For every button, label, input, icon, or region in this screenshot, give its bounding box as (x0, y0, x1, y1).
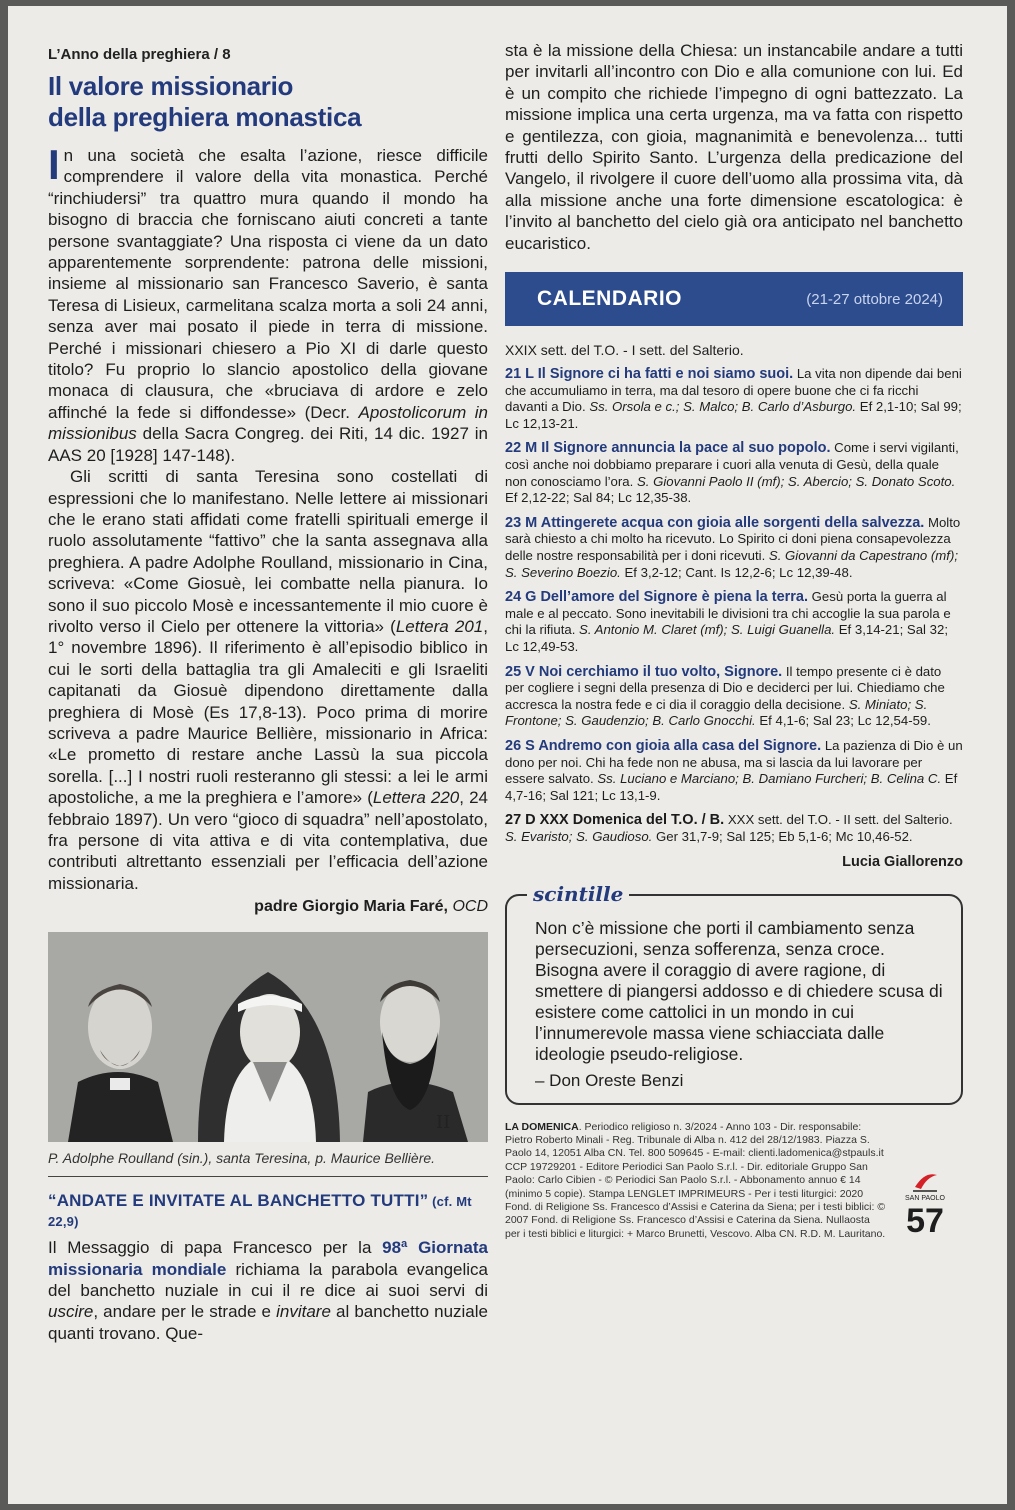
page-number: 57 (906, 1202, 944, 1241)
quote-box (505, 881, 963, 1105)
calendar-entry: 27 D XXX Domenica del T.O. / B. XXX sett. del T.O. - II sett. del Salterio. S. Evaristo; S. Gaudioso. Ger 31,7-9; Sal 125; Eb 5,1-6; Mc 10,46-52. (505, 812, 953, 844)
calendar-entry: 26 S Andremo con gioia alla casa del Signore. La pazienza di Dio è un dono per noi. Chi ha fede non ne abusa, ma si lascia da lui lavorare per essere salvato. Ss. Luciano e Marciano; B. Damiano Furcheri; B. Celina C. Ef 4,7-16; Sal 121; Lc 13,1-9. (505, 737, 963, 803)
magazine-page (8, 6, 1007, 1504)
article-kicker: L’Anno della preghiera / 8 (48, 46, 231, 63)
title-line-2: della preghiera monastica (48, 102, 362, 132)
colophon-footer (505, 1121, 963, 1242)
article-title (48, 71, 488, 133)
calendar-entries (505, 366, 963, 845)
left-column (48, 46, 488, 1344)
calendar-title: CALENDARIO (537, 287, 682, 311)
calendar-entry: 22 M Il Signore annuncia la pace al suo popolo. Come i servi vigilanti, così anche noi dobbiamo preparare i cuori alla venuta di Gesù, della quale non conosciamo l’ora. S. Giovanni Paolo II (mf); S. Abercio; S. Donato Scoto. Ef 2,12-22; Sal 84; Lc 12,35-38. (505, 440, 959, 506)
drop-cap: I (48, 141, 60, 188)
calendar-banner (505, 272, 963, 326)
svg-text:II: II (436, 1112, 451, 1134)
box-continuation: sta è la missione della Chiesa: un instancabile andare a tutti per invitarli all’incontro con Dio e alla comunione con lui. Ed è un compito che richiede l’impegno di ogni battezzato. La missione implica una certa urgenza, ma va fatta con rispetto e gentilezza, con gioia, magnanimità e benevolenza... tutti frutti dello Spirito Santo. L’urgenza della predicazione del Vangelo, il rivolgere il cuore dell’uomo alla prossima vita, dà alla missione anche una forte dimensione escatologica: è l’invito al banchetto del cielo già ora anticipato nel banchetto eucaristico. (505, 41, 963, 253)
box-text: Il Messaggio di papa Francesco per la 98ª Giornata missionaria mondiale richiama la parabola evangelica del banchetto nuziale in cui il re dice ai suoi servi di uscire, andare per le strade e invitare al banchetto nuziale quanti trovano. Que- (48, 1238, 488, 1343)
right-column (505, 16, 963, 1241)
title-line-1: Il valore missionario (48, 71, 294, 101)
divider (48, 1176, 488, 1177)
quote-author: – Don Oreste Benzi (535, 1070, 684, 1090)
box-heading: “ANDATE E INVITATE AL BANCHETTO TUTTI” (cf. Mt 22,9) (48, 1191, 472, 1230)
calendar-entry: 25 V Noi cerchiamo il tuo volto, Signore. Il tempo presente ci è dato per cogliere i segni della presenza di Dio e deciderci per lui. Chiediamo che accresca la nostra fede e ci dia il coraggio della decisione. S. Miniato; S. Frontone; S. Gaudenzio; B. Carlo Gnocchi. Ef 4,1-6; Sal 23; Lc 12,54-59. (505, 663, 945, 729)
article-body (48, 141, 488, 894)
missionaries-photo (48, 932, 488, 1142)
calendar-entry: 21 L Il Signore ci ha fatti e noi siamo suoi. La vita non dipende dai beni che accumuliamo in terra, ma dal tesoro di opere buone che ci fa ricchi davanti a Dio. Ss. Orsola e c.; S. Malco; B. Carlo d’Asburgo. Ef 2,1-10; Sal 99; Lc 12,13-21. (505, 366, 962, 431)
calendar-dates: (21-27 ottobre 2024) (806, 290, 943, 308)
paragraph-2: Gli scritti di santa Teresina sono costellati di espressioni che lo manifestano. Nelle lettere ai missionari che le erano stati affidati come fratelli spirituali emerge il ruolo assolutamente “fattivo” che la santa assegnava alla preghiera. A padre Adolphe Roulland, missionario in Cina, scriveva: «Come Giosuè, lei combatte nella pianura. Io sono il suo piccolo Mosè e incessantemente il mio cuore è rivolto verso il Cielo per ottenere la vittoria» (Lettera 201, 1° novembre 1896). Il riferimento è all’episodio biblico in cui le sorti della battaglia tra gli Amaleciti e gli Israeliti capitanati da Giosuè dipendono direttamente dalla preghiera di Mosè (Es 17,8-13). Poco prima di morire scriveva a padre Maurice Bellière, missionario in Africa: «Le prometto di restare anche Lassù la sua piccola sorella. [...] I nostri ruoli resteranno gli stessi: a lei le armi apostoliche, a me la preghiera e l’amore» (Lettera 220, 24 febbraio 1897). Un vero “gioco di squadra” nell’apostolato, fra persone di vita attiva e di vita contemplativa, due contributi altrettanto essenziali per l’efficacia dell’azione missionaria. (48, 467, 488, 893)
colophon-text: LA DOMENICA. Periodico religioso n. 3/2024 - Anno 103 - Dir. responsabile: Pietro Roberto Minali - Reg. Tribunale di Alba n. 412 del 28/12/1983. Piazza S. Paolo 14, 12051 Alba CN. Tel. 800 509645 - E-mail: clienti.ladomenica@stpauls.it CCP 19729201 - Editore Periodici San Paolo S.r.l. - Dir. editoriale Gruppo San Paolo: Carlo Cibien - © Periodici San Paolo S.r.l. - Abbonamento annuo € 14 (minimo 5 copie). Stampa LENGLET IMPRIMEURS - Per i testi liturgici: 2020 Fond. di Religione Ss. Francesco d’Assisi e Caterina da Siena; per i testi biblici: © 2007 Fond. di Religione Ss. Francesco d’Assisi e Caterina da Siena. Nullaosta per i testi biblici e liturgici: + Marco Brunetti, Vescovo. Alba CN. R.D. M. Lauritano. (505, 1120, 886, 1240)
quote-text: Non c’è missione che porti il cambiamento senza persecuzioni, senza sofferenza, senza croce. Bisogna avere il coraggio di avere ragione, di smettere di piangersi addosso e di chiedere scusa di esistere come cattolici in un mondo in cui l’innumerevole massa viene schiacciata dalle ideologie pseudo-religiose. (535, 917, 943, 1064)
article-author: padre Giorgio Maria Faré, OCD (254, 898, 488, 916)
photo-caption: P. Adolphe Roulland (sin.), santa Teresina, p. Maurice Bellière. (48, 1150, 436, 1167)
calendar-entry: 24 G Dell’amore del Signore è piena la terra. Gesù porta la guerra al male e al peccato. Sono inevitabili le divisioni tra chi accoglie la sua parola e chi la rifiuta. S. Antonio M. Claret (mf); S. Luigi Guanella. Ef 3,14-21; Sal 32; Lc 12,49-53. (505, 589, 951, 654)
logo-text: SAN PAOLO (905, 1195, 945, 1203)
page-number-box (887, 1121, 963, 1242)
calendar-author: Lucia Giallorenzo (842, 853, 963, 870)
quote-box-label: scintille (527, 882, 629, 906)
calendar-entry: 23 M Attingerete acqua con gioia alle sorgenti della salvezza. Molto sarà chiesto a chi molto ha ricevuto. Lo Spirito ci doni piena consapevolezza delle nostre responsabilità per i doni ricevuti. S. Giovanni da Capestrano (mf); S. Severino Boezio. Ef 3,2-12; Cant. Is 12,2-6; Lc 12,39-48. (505, 514, 961, 580)
paragraph-1: In una società che esalta l’azione, riesce difficile comprendere il valore della vita monastica. Perché “rinchiudersi” tra quattro mura quando il mondo ha bisogno di braccia che forniscano aiuti concreti a tante persone svantaggiate? Una risposta ci viene da un dato apparentemente sorprendente: patrona delle missioni, insieme al missionario san Francesco Saverio, è santa Teresa di Lisieux, carmelitana scalza morta a soli 24 anni, senza aver mai posato il piede in terra di missione. Perché i missionari chiesero a Pio XI di darle questo titolo? Fu proprio lo slancio apostolico della giovane monaca di clausura, che «bruciava di ardore e zelo affinché la fede si diffondesse» (Decr. Apostolicorum in missionibus della Sacra Congreg. dei Riti, 14 dic. 1927 in AAS 20 [1928] 147-148). (48, 141, 488, 465)
photo-illustration (48, 932, 488, 1142)
san-paolo-logo-icon (911, 1169, 939, 1195)
calendar-intro: XXIX sett. del T.O. - I sett. del Salterio. (505, 342, 744, 359)
